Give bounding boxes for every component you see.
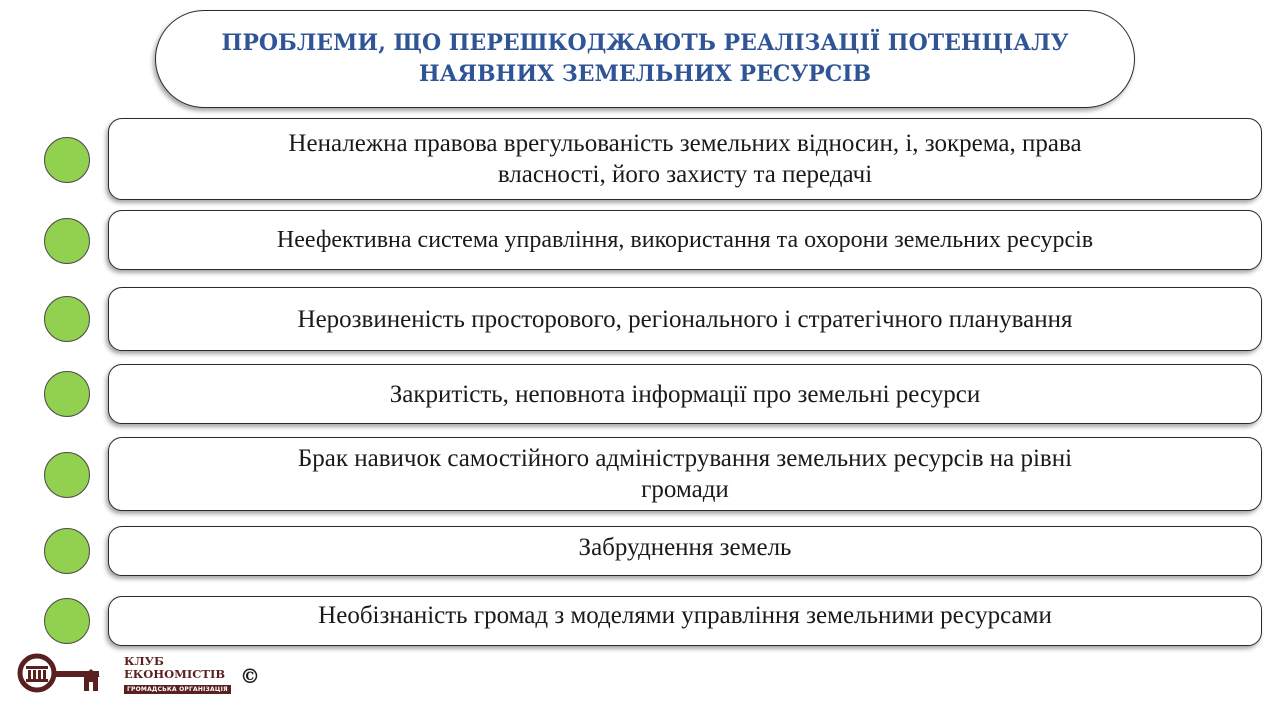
problem-text-line-1: Нерозвиненість просторового, регіонального і стратегічного планування	[297, 305, 1073, 333]
logo-line-1: КЛУБ	[124, 654, 164, 668]
title-line-1: ПРОБЛЕМИ, ЩО ПЕРЕШКОДЖАЮТЬ РЕАЛІЗАЦІЇ ПОТЕНЦІАЛУ	[221, 30, 1069, 56]
green-bullet-icon	[44, 137, 90, 183]
problem-box	[108, 596, 1262, 646]
problem-text-line-1: Неефективна система управління, використання та охорони земельних ресурсів	[276, 226, 1094, 253]
logo-line-2: ЕКОНОМІСТІВ	[124, 667, 226, 681]
problem-text	[318, 600, 1052, 631]
problem-box	[108, 526, 1262, 576]
problem-text-line-1: Необізнаність громад з моделями управління земельними ресурсами	[318, 602, 1052, 629]
problem-box	[108, 437, 1262, 511]
problem-text	[390, 379, 981, 410]
page-title	[175, 28, 1115, 90]
problem-text	[298, 443, 1072, 505]
green-bullet-icon	[44, 528, 90, 574]
problem-text-line-2: власності, його захисту та передачі	[497, 161, 873, 188]
problem-text	[288, 128, 1081, 190]
problem-text-line-2: громади	[641, 476, 729, 503]
copyright-symbol: ©	[240, 664, 260, 688]
problem-text-line-1: Брак навичок самостійного адміністрування земельних ресурсів на рівні	[297, 445, 1073, 472]
club-logo-text	[124, 655, 231, 694]
problem-text	[298, 304, 1073, 335]
problem-text	[277, 225, 1093, 256]
problem-text-line-1: Закритість, неповнота інформації про земельні ресурси	[389, 380, 981, 408]
problem-text-line-1: Забруднення земель	[578, 534, 792, 561]
problem-box	[108, 118, 1262, 200]
problem-box	[108, 210, 1262, 270]
problem-text-line-1: Неналежна правова врегульованість земельних відносин, і, зокрема, права	[288, 130, 1082, 157]
green-bullet-icon	[44, 598, 90, 644]
problem-box	[108, 287, 1262, 351]
problem-box	[108, 364, 1262, 424]
green-bullet-icon	[44, 296, 90, 342]
green-bullet-icon	[44, 452, 90, 498]
title-line-2: НАЯВНИХ ЗЕМЕЛЬНИХ РЕСУРСІВ	[418, 61, 872, 87]
title-banner	[155, 10, 1135, 108]
problem-text	[579, 532, 792, 563]
logo-subtitle: ГРОМАДСЬКА ОРГАНІЗАЦІЯ	[124, 685, 231, 694]
green-bullet-icon	[44, 218, 90, 264]
green-bullet-icon	[44, 371, 90, 417]
